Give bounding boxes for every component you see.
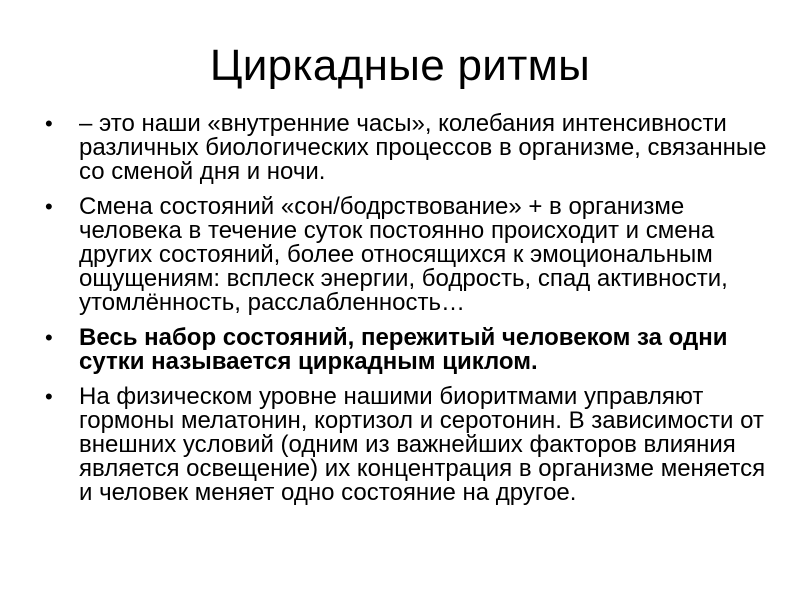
slide-title: Циркадные ритмы: [209, 41, 591, 90]
bullet-text: Смена состояний «сон/бодрствование» + в организме человека в течение суток постоянно происходит и смена других состояний, более относящихся к эмоциональным ощущениям: всплеск энергии, бодрость, спад активности, утомлённость, расслабленность…: [79, 193, 728, 316]
bullet-item-1: [40, 112, 770, 184]
bullet-dot-icon: •: [45, 325, 53, 350]
bullet-text: На физическом уровне нашими биоритмами управляют гормоны мелатонин, кортизол и серотонин. В зависимости от внешних условий (одним из важнейших факторов влияния является освещение) их концентрация в организме меняется и человек меняет одно состояние на другое.: [79, 383, 766, 506]
bullet-item-3-emphasis: [40, 326, 770, 374]
bullet-dot-icon: •: [45, 111, 53, 136]
bullet-dot-icon: •: [45, 384, 53, 409]
bullet-text: Весь набор состояний, пережитый человеком за одни сутки называется циркадным циклом.: [79, 324, 728, 375]
bullet-item-2: [40, 195, 770, 315]
bullet-item-4: [40, 385, 770, 505]
bullet-dot-icon: •: [45, 194, 53, 219]
bullet-text: – это наши «внутренние часы», колебания интенсивности различных биологических процессов в организме, связанные со сменой дня и ночи.: [79, 110, 767, 185]
bullet-list: [40, 112, 770, 516]
